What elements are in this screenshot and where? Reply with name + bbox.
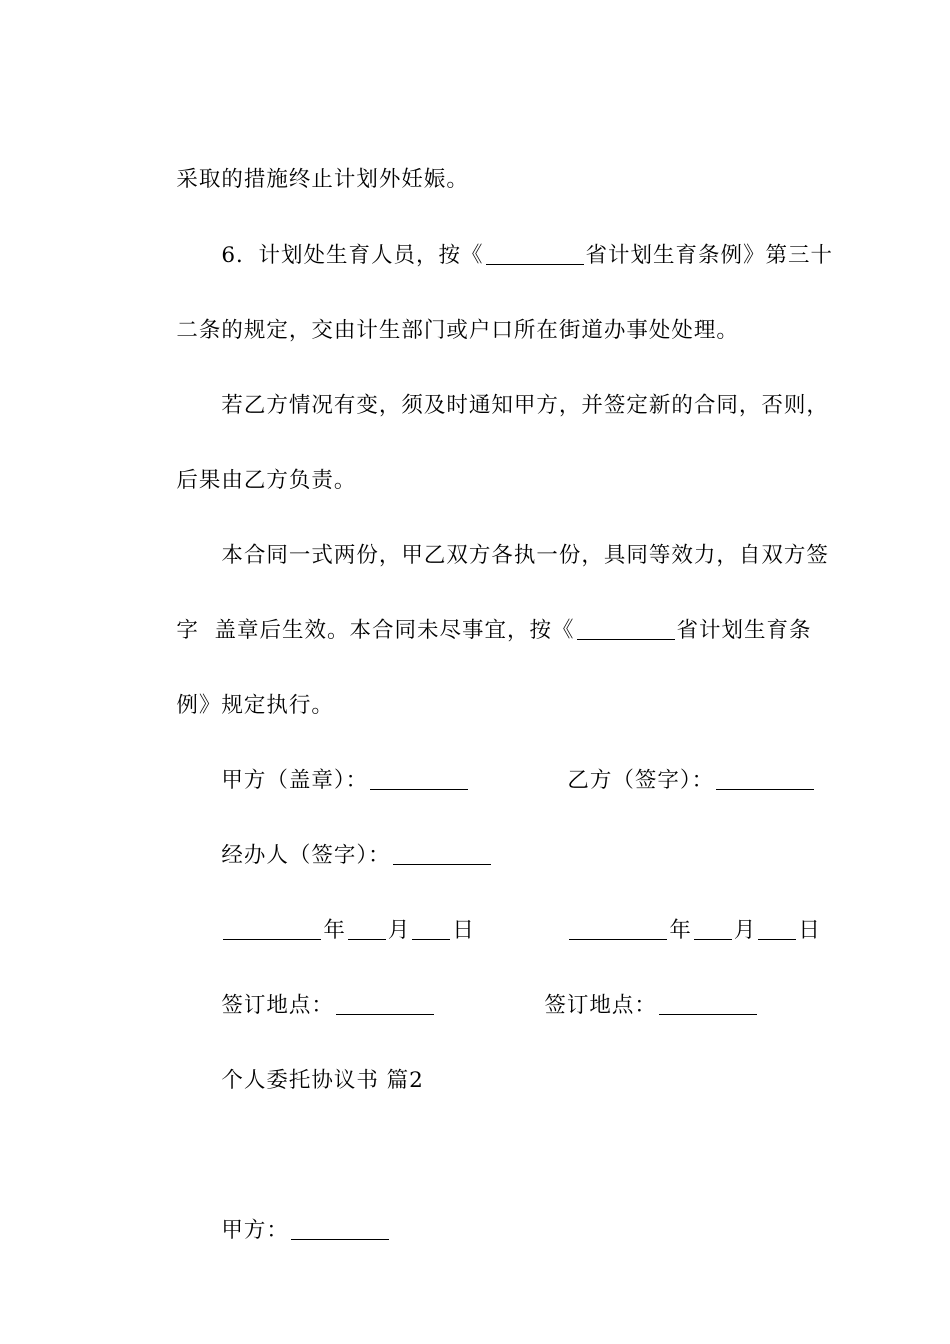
place-blank bbox=[659, 994, 757, 1015]
place-blank bbox=[336, 994, 434, 1015]
paragraph-text: 二条的规定，交由计生部门或户口所在街道办事处处理。 bbox=[176, 318, 739, 343]
paragraph-text: 例》规定执行。 bbox=[176, 693, 334, 718]
blank-line bbox=[577, 619, 675, 640]
paragraph-text: 省计划生育条例》第三十 bbox=[585, 243, 834, 268]
month-blank bbox=[348, 919, 386, 940]
party-a-blank bbox=[370, 769, 468, 790]
day-blank bbox=[412, 919, 450, 940]
place-label: 签订地点： bbox=[544, 993, 657, 1018]
paragraph-text: 若乙方情况有变，须及时通知甲方，并签定新的合同，否则， bbox=[221, 393, 829, 418]
blank-line bbox=[486, 244, 584, 265]
section-title-text: 个人委托协议书 篇2 bbox=[221, 1068, 424, 1093]
paragraph-text: 本合同一式两份，甲乙双方各执一份，具同等效力，自双方签 bbox=[221, 543, 829, 568]
section-title bbox=[190, 1036, 424, 1126]
day-label: 日 bbox=[798, 918, 821, 943]
year-label: 年 bbox=[323, 918, 346, 943]
month-label: 月 bbox=[733, 918, 757, 943]
paragraph-text: 后果由乙方负责。 bbox=[176, 468, 357, 493]
place-label: 签订地点： bbox=[221, 993, 334, 1018]
year-blank bbox=[223, 919, 321, 940]
party-a-label: 甲方（盖章）： bbox=[221, 768, 369, 793]
year-blank bbox=[569, 919, 667, 940]
party-b-blank bbox=[716, 769, 814, 790]
party-b-label: 乙方（签字）： bbox=[567, 768, 715, 793]
section2-party-a-line bbox=[190, 1186, 391, 1276]
handler-blank bbox=[393, 844, 491, 865]
year-label: 年 bbox=[669, 918, 692, 943]
handler-label: 经办人（签字）： bbox=[221, 843, 391, 868]
party-a-label: 甲方： bbox=[221, 1218, 289, 1243]
signing-place-line-b bbox=[513, 961, 759, 1051]
paragraph-text: 采取的措施终止计划外妊娠。 bbox=[176, 167, 469, 192]
paragraph-text: 6．计划处生育人员，按《 bbox=[221, 243, 484, 268]
paragraph-text: 省计划生育条 bbox=[676, 618, 812, 643]
party-a-blank bbox=[291, 1219, 389, 1240]
month-blank bbox=[694, 919, 732, 940]
month-label: 月 bbox=[387, 918, 411, 943]
party-b-sign-line bbox=[536, 736, 816, 826]
paragraph-text: 字 盖章后生效。本合同未尽事宜，按《 bbox=[176, 618, 575, 643]
day-label: 日 bbox=[452, 918, 475, 943]
day-blank bbox=[758, 919, 796, 940]
